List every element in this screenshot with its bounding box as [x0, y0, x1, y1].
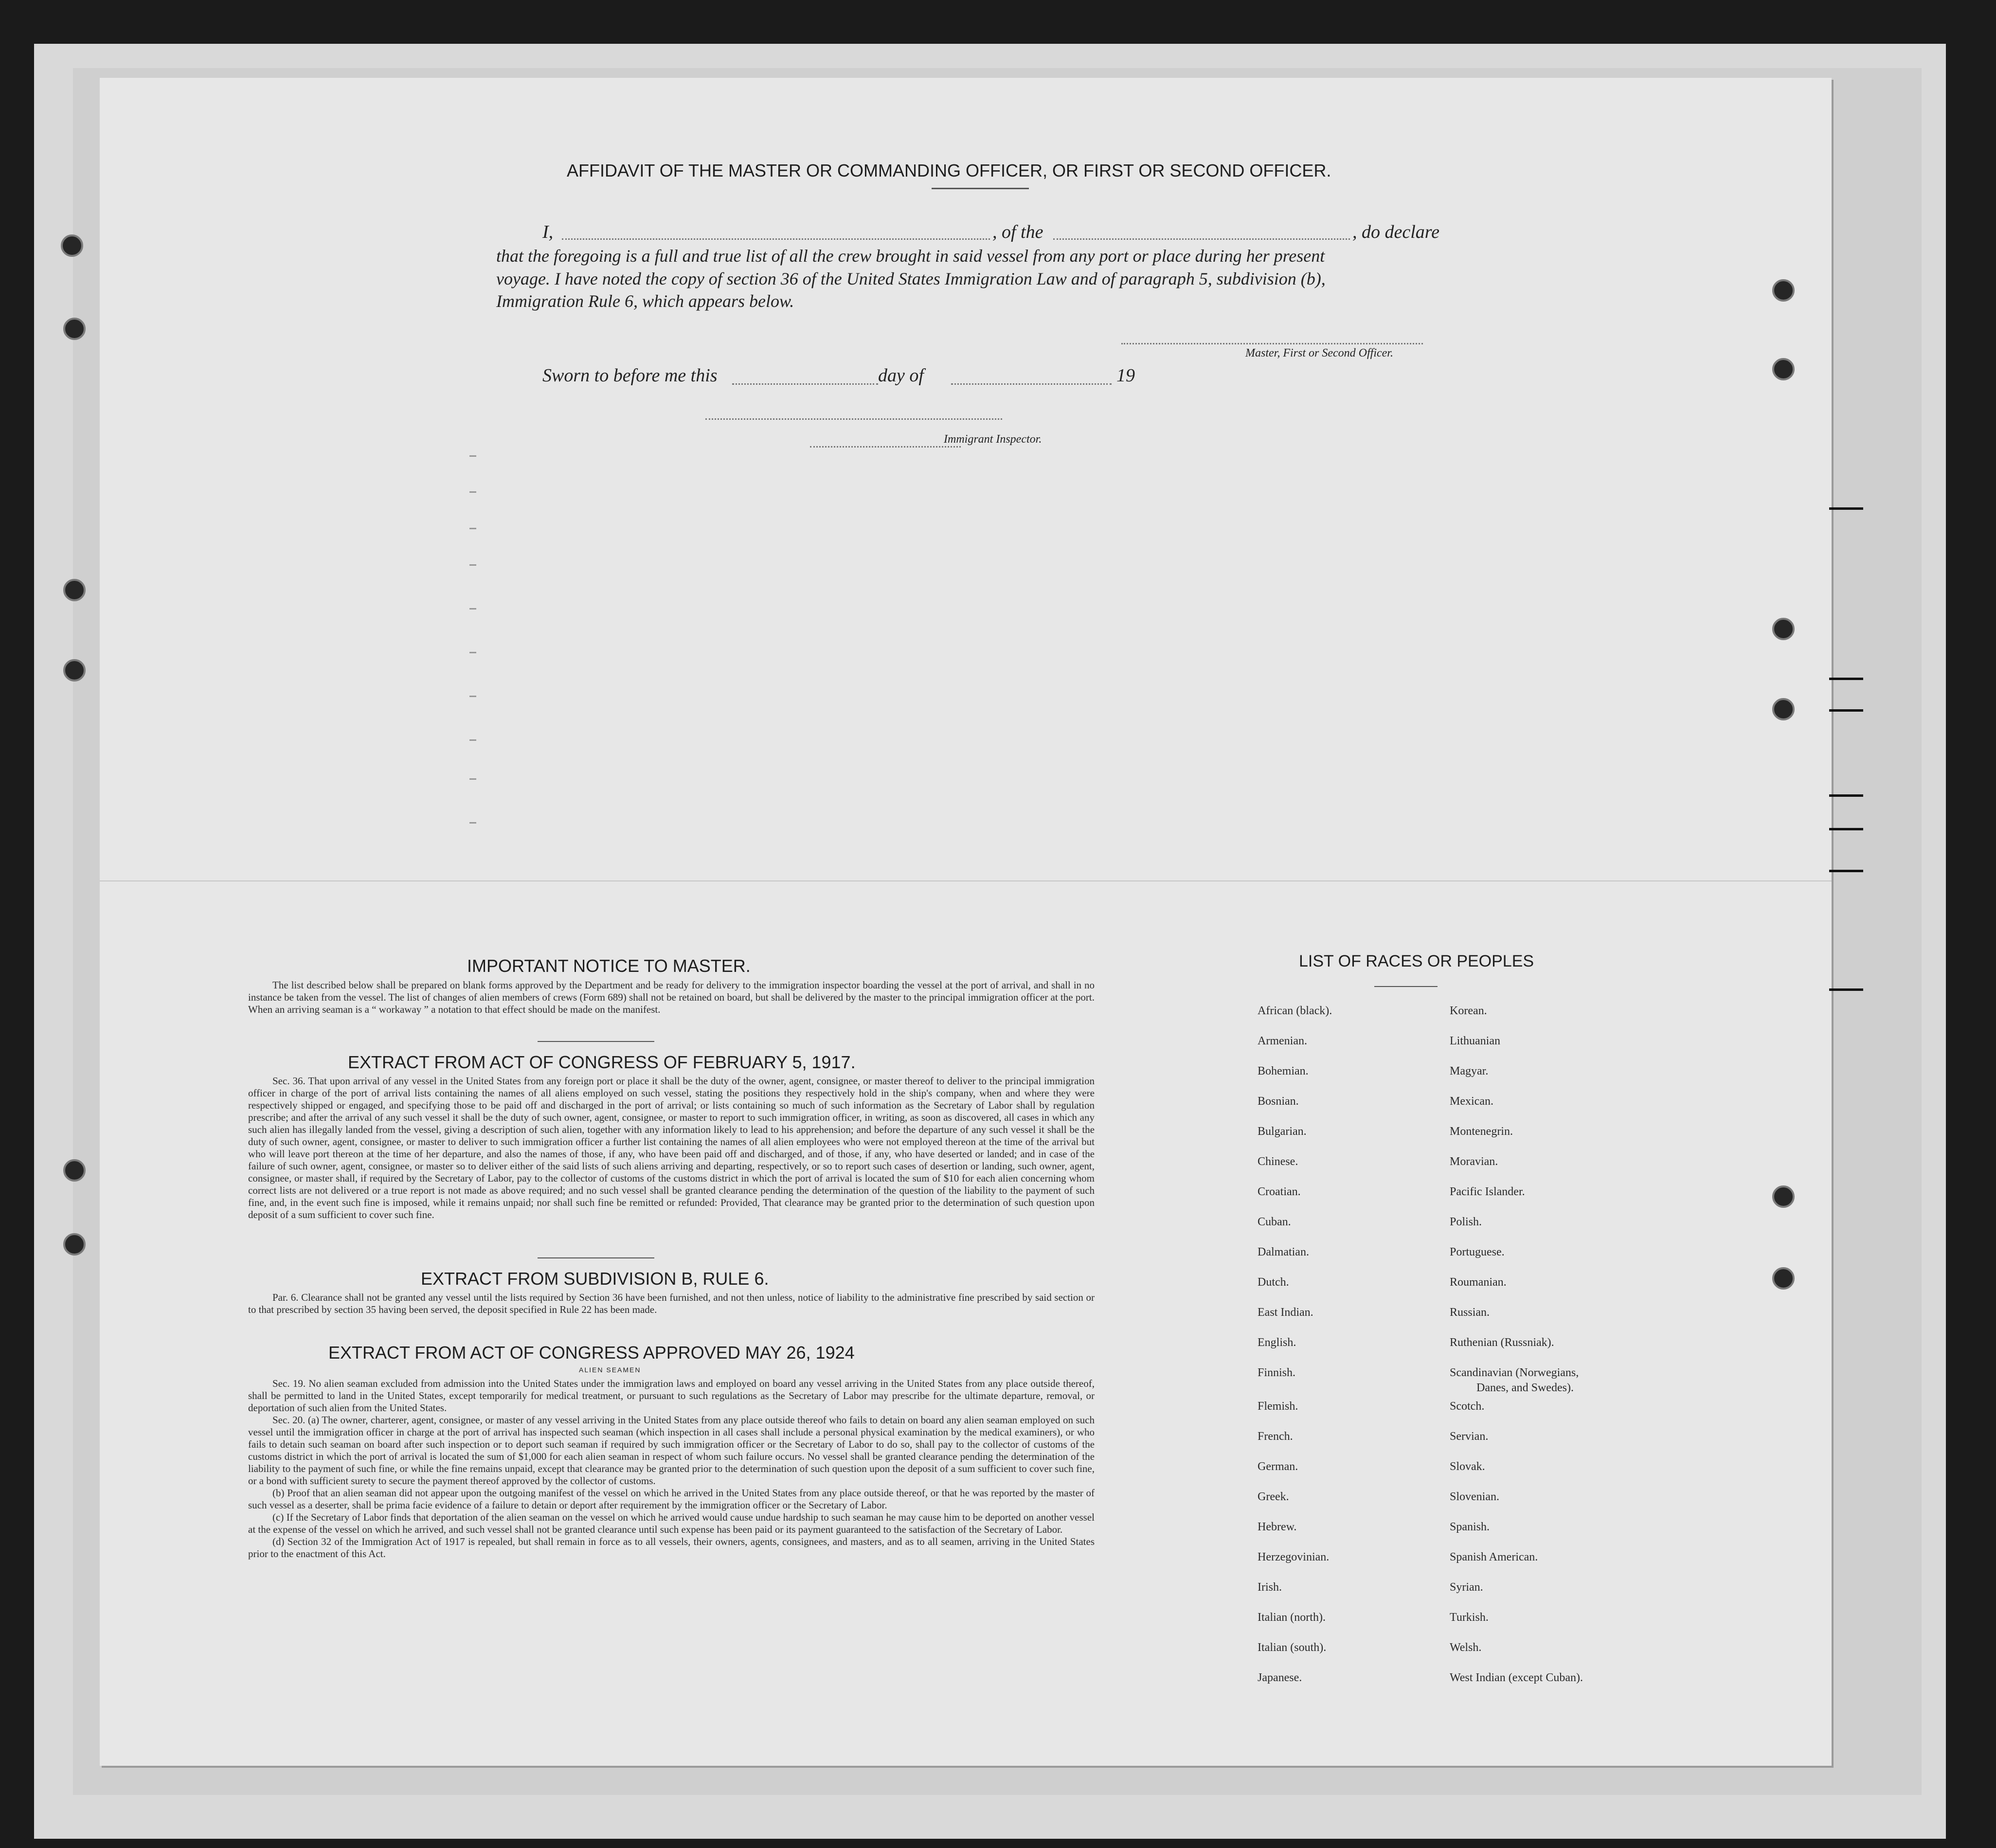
race-item: Servian. — [1450, 1430, 1489, 1443]
extract-1924-title: EXTRACT FROM ACT OF CONGRESS APPROVED MAY 26, 1924 — [328, 1343, 855, 1363]
binder-hole — [1772, 1185, 1795, 1208]
inspector-signature-upper-line — [705, 418, 1002, 420]
race-item: Slovenian. — [1450, 1490, 1499, 1503]
edge-tick-mark — [1829, 870, 1863, 872]
race-item: Italian (south). — [1258, 1641, 1327, 1654]
master-signature-line — [1121, 343, 1423, 344]
race-item: Greek. — [1258, 1490, 1289, 1503]
race-item: Russian. — [1450, 1306, 1490, 1319]
race-item: Finnish. — [1258, 1366, 1296, 1379]
binder-hole — [1772, 618, 1795, 640]
race-item: Welsh. — [1450, 1641, 1482, 1654]
extract-1917-text — [248, 1075, 1095, 1221]
race-item: Bohemian. — [1258, 1065, 1309, 1077]
binder-hole — [63, 1233, 86, 1256]
section-36-paragraph: Sec. 36. That upon arrival of any vessel in the United States from any foreign port or place it shall be the duty of the owner, agent, consignee, or master thereof to deliver to the principal immigration officer in charge of the port of arrival lists containing the names of all aliens employed on such vessel, stating the positions they respectively hold in the ship's company, when and where they were respectively shipped or engaged, and specifying those to be paid off and discharged in the port of arrival; or lists containing so much of such information as the Secretary of Labor shall by regulation prescribe; and after the arrival of any such vessel it shall be the duty of such owner, agent, consignee, or master to report to such immigration officer, in writing, as soon as discovered, all cases in which any such alien has illegally landed from the vessel, giving a description of such alien, together with any information likely to lead to his apprehension; and before the departure of any such vessel it shall be the duty of such owner, agent, consignee, or master to deliver to such immigration officer a further list containing the names of all alien employees who were not employed thereon at the time of the arrival but who will leave port thereon at the time of her departure, and also the names of those, if any, who have been paid off and discharged, and of those, if any, who have deserted or landed; and in case of the failure of such owner, agent, consignee, or master so to deliver either of the said lists of such aliens arriving and departing, respectively, or so to report such cases of desertion or landing, such owner, agent, consignee, or master shall, if required by the Secretary of Labor, pay to the collector of customs of the customs district in which the port of arrival is located the sum of $10 for each alien concerning whom correct lists are not delivered or a true report is not made as above required; and no such vessel shall be granted clearance pending the determination of the question of the liability to the payment of such fine, and, in the event such fine is imposed, while it remains unpaid; nor shall such fine be remitted or refunded: Provided, That clearance may be granted prior to the determination of such question upon deposit of a sum sufficient to cover such fine. — [248, 1075, 1095, 1220]
edge-tick-mark — [1829, 794, 1863, 797]
sec-20a-paragraph: Sec. 20. (a) The owner, charterer, agent, consignee, or master of any vessel arriving in the United States from any place outside thereof who fails to detain on board any alien seaman employed on such vessel until the immigration officer in charge at the port of arrival has inspected such seaman (which inspection in all cases shall include a personal physical examination by the medical examiners), or who fails to detain such seaman on board after such inspection or to deport such seaman if required by such immigration officer or the Secretary of Labor to do so, shall pay to the collector of customs of the customs district in which the port of arrival is located the sum of $1,000 for each alien seaman in respect of whom such failure occurs. No vessel shall be granted clearance pending the determination of the liability to the payment of such fine, or while the fine remains unpaid, except that clearance may be granted prior to the determination of such question upon the deposit of a sum sufficient to cover such fine, or a bond with sufficient surety to secure the payment thereof approved by the collector of customs. — [248, 1414, 1095, 1487]
race-item: Bosnian. — [1258, 1095, 1299, 1108]
race-item: Mexican. — [1450, 1095, 1493, 1108]
race-item: Dutch. — [1258, 1276, 1289, 1289]
race-item: Bulgarian. — [1258, 1125, 1307, 1138]
race-item: English. — [1258, 1336, 1296, 1349]
document-page — [100, 78, 1832, 1766]
race-item: Portuguese. — [1450, 1246, 1505, 1258]
binder-hole — [63, 1159, 86, 1182]
margin-mark — [469, 696, 476, 697]
race-item: German. — [1258, 1460, 1298, 1473]
binder-hole — [1772, 698, 1795, 720]
race-item: Japanese. — [1258, 1671, 1302, 1684]
race-item: Slovak. — [1450, 1460, 1485, 1473]
binder-hole — [1772, 358, 1795, 380]
subdivision-title: EXTRACT FROM SUBDIVISION B, RULE 6. — [421, 1269, 769, 1289]
race-item: Spanish. — [1450, 1521, 1490, 1533]
race-item: Magyar. — [1450, 1065, 1489, 1077]
affidavit-line-3: Immigration Rule 6, which appears below. — [496, 291, 794, 311]
sec-20b-paragraph: (b) Proof that an alien seaman did not appear upon the outgoing manifest of the vessel on which he arrived in the United States from any place outside thereof, or that he was reported by the master of such vessel as a deserter, shall be prima facie evidence of a failure to detain or deport after requirement by the immigration officer or the Secretary of Labor. — [248, 1487, 1095, 1511]
race-item: Irish. — [1258, 1581, 1282, 1594]
section-rule — [538, 1041, 654, 1042]
race-item: Scandinavian (Norwegians, — [1450, 1366, 1579, 1379]
margin-mark — [469, 822, 476, 824]
binder-hole — [63, 579, 86, 601]
notice-text — [248, 979, 1095, 1016]
extract-1917-title: EXTRACT FROM ACT OF CONGRESS OF FEBRUARY 5, 1917. — [348, 1052, 856, 1072]
race-item: Herzegovinian. — [1258, 1551, 1330, 1563]
extract-1924-text — [248, 1378, 1095, 1560]
race-item: Hebrew. — [1258, 1521, 1297, 1533]
edge-tick-mark — [1829, 507, 1863, 510]
name-blank — [562, 238, 990, 240]
section-rule — [538, 1257, 654, 1258]
race-item: Montenegrin. — [1450, 1125, 1513, 1138]
race-item: Armenian. — [1258, 1035, 1307, 1047]
race-item: Roumanian. — [1450, 1276, 1507, 1289]
title-rule — [932, 188, 1029, 189]
margin-mark — [469, 455, 476, 457]
edge-tick-mark — [1829, 828, 1863, 830]
race-item: Pacific Islander. — [1450, 1185, 1525, 1198]
race-item: African (black). — [1258, 1005, 1332, 1017]
race-item: Cuban. — [1258, 1216, 1291, 1228]
margin-mark — [469, 608, 476, 610]
alien-seamen-subtitle: ALIEN SEAMEN — [579, 1366, 641, 1374]
vessel-blank — [1053, 238, 1350, 240]
affidavit-i: I, — [542, 222, 554, 242]
race-item: Ruthenian (Russniak). — [1450, 1336, 1554, 1349]
race-item: French. — [1258, 1430, 1293, 1443]
race-item: Chinese. — [1258, 1155, 1298, 1168]
race-item: East Indian. — [1258, 1306, 1313, 1319]
binder-hole — [61, 234, 83, 257]
race-item: Spanish American. — [1450, 1551, 1538, 1563]
affidavit-do-declare: , do declare — [1352, 222, 1440, 242]
sworn-day-blank — [732, 383, 878, 385]
edge-tick-mark — [1829, 709, 1863, 712]
par-6-paragraph: Par. 6. Clearance shall not be granted any vessel until the lists required by Section 36 have been furnished, and not then unless, notice of liability to the administrative fine prescribed by said section or to that prescribed by section 35 having been served, the deposit specified in Rule 22 has been made. — [248, 1292, 1095, 1315]
races-title-rule — [1374, 986, 1438, 987]
margin-mark — [469, 564, 476, 566]
sec-20c-paragraph: (c) If the Secretary of Labor finds that deportation of the alien seaman on the vessel on which he arrived would cause undue hardship to such seaman he may cause him to be deported on another vessel at the expense of the vessel on which he arrived, and such vessel shall not be granted clearance until such expense has been paid or its payment guaranteed to the satisfaction of the Secretary of Labor. — [248, 1511, 1095, 1535]
affidavit-line-2: voyage. I have noted the copy of section 36 of the United States Immigration Law and of paragraph 5, subdivision (b), — [496, 269, 1326, 288]
race-item: Italian (north). — [1258, 1611, 1326, 1624]
sec-20d-paragraph: (d) Section 32 of the Immigration Act of 1917 is repealed, but shall remain in force as to all vessels, their owners, agents, consignees, and masters, and as to all seamen, arriving in the United States prior to the enactment of this Act. — [248, 1536, 1095, 1560]
margin-mark — [469, 739, 476, 741]
race-item: Syrian. — [1450, 1581, 1483, 1594]
race-item: Turkish. — [1450, 1611, 1489, 1624]
subdivision-text — [248, 1292, 1095, 1316]
fold-line — [100, 880, 1832, 881]
race-item: Dalmatian. — [1258, 1246, 1309, 1258]
notice-title: IMPORTANT NOTICE TO MASTER. — [467, 956, 751, 976]
edge-tick-mark — [1829, 678, 1863, 680]
race-item: West Indian (except Cuban). — [1450, 1671, 1583, 1684]
binder-hole — [63, 318, 86, 340]
inspector-signature-line — [810, 446, 961, 448]
sworn-text: Sworn to before me this — [542, 365, 718, 386]
binder-hole — [1772, 279, 1795, 302]
races-title: LIST OF RACES OR PEOPLES — [1299, 952, 1534, 970]
affidavit-of-the: , of the — [992, 222, 1043, 242]
sec-19-paragraph: Sec. 19. No alien seaman excluded from admission into the United States under the immigration laws and employed on board any vessel arriving in the United States from any place outside thereof, shall be permitted to land in the United States, except temporarily for medical treatment, or pursuant to such regulations as the Secretary of Labor may prescribe for the ultimate departure, removal, or deportation of such alien from the United States. — [248, 1378, 1095, 1414]
sworn-month-blank — [951, 383, 1112, 385]
race-item: Moravian. — [1450, 1155, 1498, 1168]
margin-mark — [469, 652, 476, 653]
day-of-text: day of — [878, 365, 924, 386]
edge-tick-mark — [1829, 988, 1863, 991]
race-item: Korean. — [1450, 1005, 1487, 1017]
inspector-label: Immigrant Inspector. — [944, 433, 1042, 446]
master-label: Master, First or Second Officer. — [1245, 347, 1393, 359]
margin-mark — [469, 491, 476, 493]
binder-hole — [63, 659, 86, 682]
binder-hole — [1772, 1267, 1795, 1290]
year-prefix: 19 — [1116, 365, 1135, 386]
margin-mark — [469, 528, 476, 529]
affidavit-title: AFFIDAVIT OF THE MASTER OR COMMANDING OFFICER, OR FIRST OR SECOND OFFICER. — [567, 161, 1331, 180]
race-item: Polish. — [1450, 1216, 1482, 1228]
notice-paragraph: The list described below shall be prepared on blank forms approved by the Department and be ready for delivery to the immigration inspector boarding the vessel at the port of arrival, and shall in no instance be taken from the vessel. The list of changes of alien members of crews (Form 689) shall not be retained on board, but shall be delivered by the master to the principal immigration officer at the port. When an arriving seaman is a “ workaway ” a notation to that effect should be made on the manifest. — [248, 979, 1095, 1015]
race-item: Scotch. — [1450, 1400, 1485, 1413]
margin-mark — [469, 778, 476, 780]
race-item-continuation: Danes, and Swedes). — [1476, 1382, 1574, 1394]
affidavit-line-1: that the foregoing is a full and true list of all the crew brought in said vessel from any port or place during her present — [496, 246, 1325, 266]
race-item: Croatian. — [1258, 1185, 1301, 1198]
race-item: Flemish. — [1258, 1400, 1298, 1413]
race-item: Lithuanian — [1450, 1035, 1500, 1047]
